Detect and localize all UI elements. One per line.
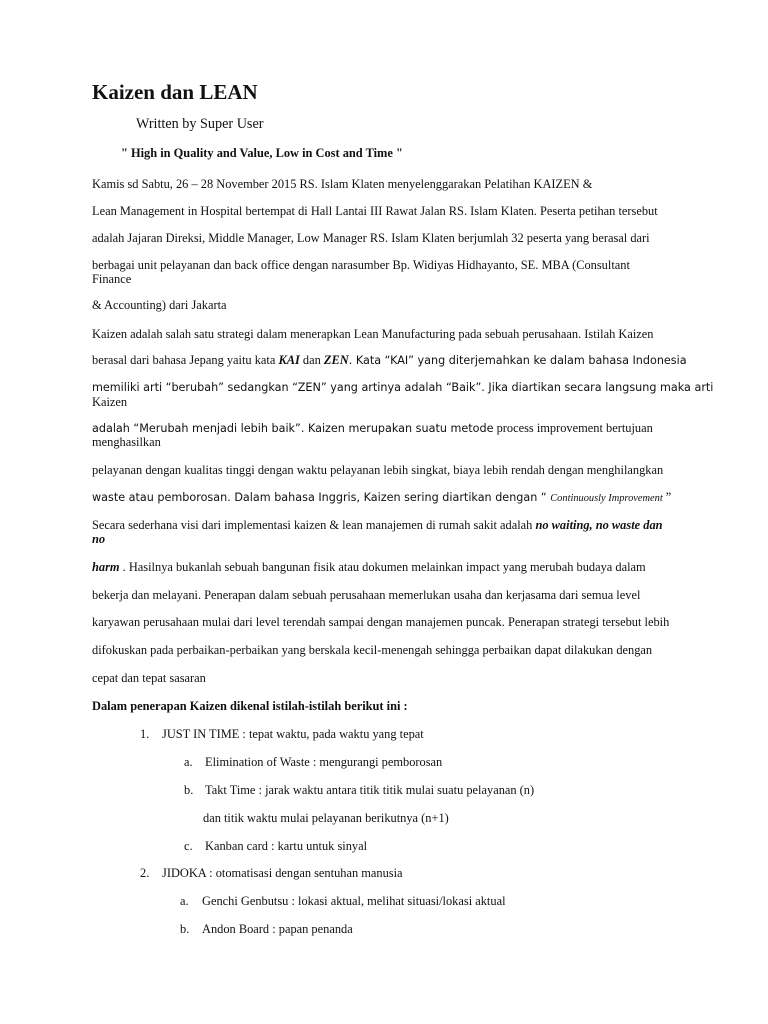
kaizen-paragraph-line: Kaizen adalah salah satu strategi dalam menerapkan Lean Manufacturing pada sebuah perusahaan. Istilah Kaizen [92,327,654,341]
sublist-item-continuation: dan titik waktu mulai pelayanan berikutnya (n+1) [203,811,449,825]
list-item: JIDOKA : otomatisasi dengan sentuhan manusia [162,866,403,880]
intro-line: berbagai unit pelayanan dan back office dengan narasumber Bp. Widiyas Hidhayanto, SE. MBA (Consultant [92,258,630,272]
vision-paragraph-line: bekerja dan melayani. Penerapan dalam sebuah perusahaan memerlukan usaha dan kerjasama dari semua level [92,588,641,602]
term-kai: KAI [278,353,300,367]
intro-line: Finance [92,272,132,286]
continuously-improvement-term: Continuously Improvement [550,493,663,504]
sublist-letter: a. [180,894,189,908]
sublist-letter: b. [180,922,190,936]
kaizen-paragraph-line [92,353,687,368]
kaizen-paragraph-line: Kaizen [92,395,128,409]
text-span: . Kata “KAI” yang diterjemahkan ke dalam bahasa Indonesia [348,354,687,367]
vision-emphasis: harm [92,560,120,574]
byline: Written by Super User [136,116,264,132]
sublist-item: Kanban card : kartu untuk sinyal [205,839,368,853]
sublist-item: Genchi Genbutsu : lokasi aktual, melihat situasi/lokasi aktual [202,894,506,908]
text-span: Secara sederhana visi dari implementasi kaizen & lean manajemen di rumah sakit adalah [92,518,536,532]
kaizen-paragraph-line: pelayanan dengan kualitas tinggi dengan waktu pelayanan lebih singkat, biaya lebih rendah dengan menghilangkan [92,463,664,477]
intro-line: & Accounting) dari Jakarta [92,298,227,312]
intro-line: Kamis sd Sabtu, 26 – 28 November 2015 RS. Islam Klaten menyelenggarakan Pelatihan KAIZEN & [92,177,593,191]
text-span: process improvement bertujuan [493,421,653,435]
kaizen-paragraph-line [92,490,671,506]
vision-paragraph-line: karyawan perusahaan mulai dari level terendah sampai dengan manajemen puncak. Penerapan strategi tersebut lebih [92,615,670,629]
vision-paragraph-line [92,518,663,532]
sublist-item: Andon Board : papan penanda [202,922,353,936]
vision-emphasis: no waiting, no waste dan [535,518,663,532]
intro-line: Lean Management in Hospital bertempat di Hall Lantai III Rawat Jalan RS. Islam Klaten. Peserta petihan tersebut [92,204,658,218]
intro-line: adalah Jajaran Direksi, Middle Manager, Low Manager RS. Islam Klaten berjumlah 32 peserta yang berasal dari [92,231,650,245]
sublist-letter: a. [184,755,193,769]
text-span: dan [299,353,324,367]
sublist-letter: c. [184,839,193,853]
kaizen-paragraph-line [92,421,653,436]
vision-paragraph-line: difokuskan pada perbaikan-perbaikan yang berskala kecil-menengah sehingga perbaikan dapat dilakukan dengan [92,643,653,657]
vision-paragraph-line: cepat dan tepat sasaran [92,671,206,685]
term-zen: ZEN [323,353,349,367]
text-span: . Hasilnya bukanlah sebuah bangunan fisik atau dokumen melainkan impact yang merubah budaya dalam [119,560,646,574]
kaizen-paragraph-line: memiliki arti “berubah” sedangkan “ZEN” yang artinya adalah “Baik”. Jika diartikan secara langsung maka arti [92,381,714,394]
list-number: 2. [140,866,150,880]
list-item: JUST IN TIME : tepat waktu, pada waktu yang tepat [162,727,424,741]
text-span: waste atau pemborosan. Dalam bahasa Inggris, Kaizen sering diartikan dengan “ [92,491,551,504]
text-span: adalah “Merubah menjadi lebih baik”. Kaizen merupakan suatu metode [92,422,494,435]
tagline: " High in Quality and Value, Low in Cost and Time " [121,146,403,160]
text-span: berasal dari bahasa Jepang yaitu kata [92,353,279,367]
sublist-item: Takt Time : jarak waktu antara titik titik mulai suatu pelayanan (n) [205,783,535,797]
vision-paragraph-line [92,560,646,574]
document-title: Kaizen dan LEAN [92,80,258,104]
terms-heading: Dalam penerapan Kaizen dikenal istilah-istilah berikut ini : [92,699,408,713]
sublist-letter: b. [184,783,194,797]
vision-paragraph-line: no [92,532,106,546]
list-number: 1. [140,727,150,741]
sublist-item: Elimination of Waste : mengurangi pemborosan [205,755,443,769]
text-span: ” [662,490,672,504]
kaizen-paragraph-line: menghasilkan [92,435,161,449]
